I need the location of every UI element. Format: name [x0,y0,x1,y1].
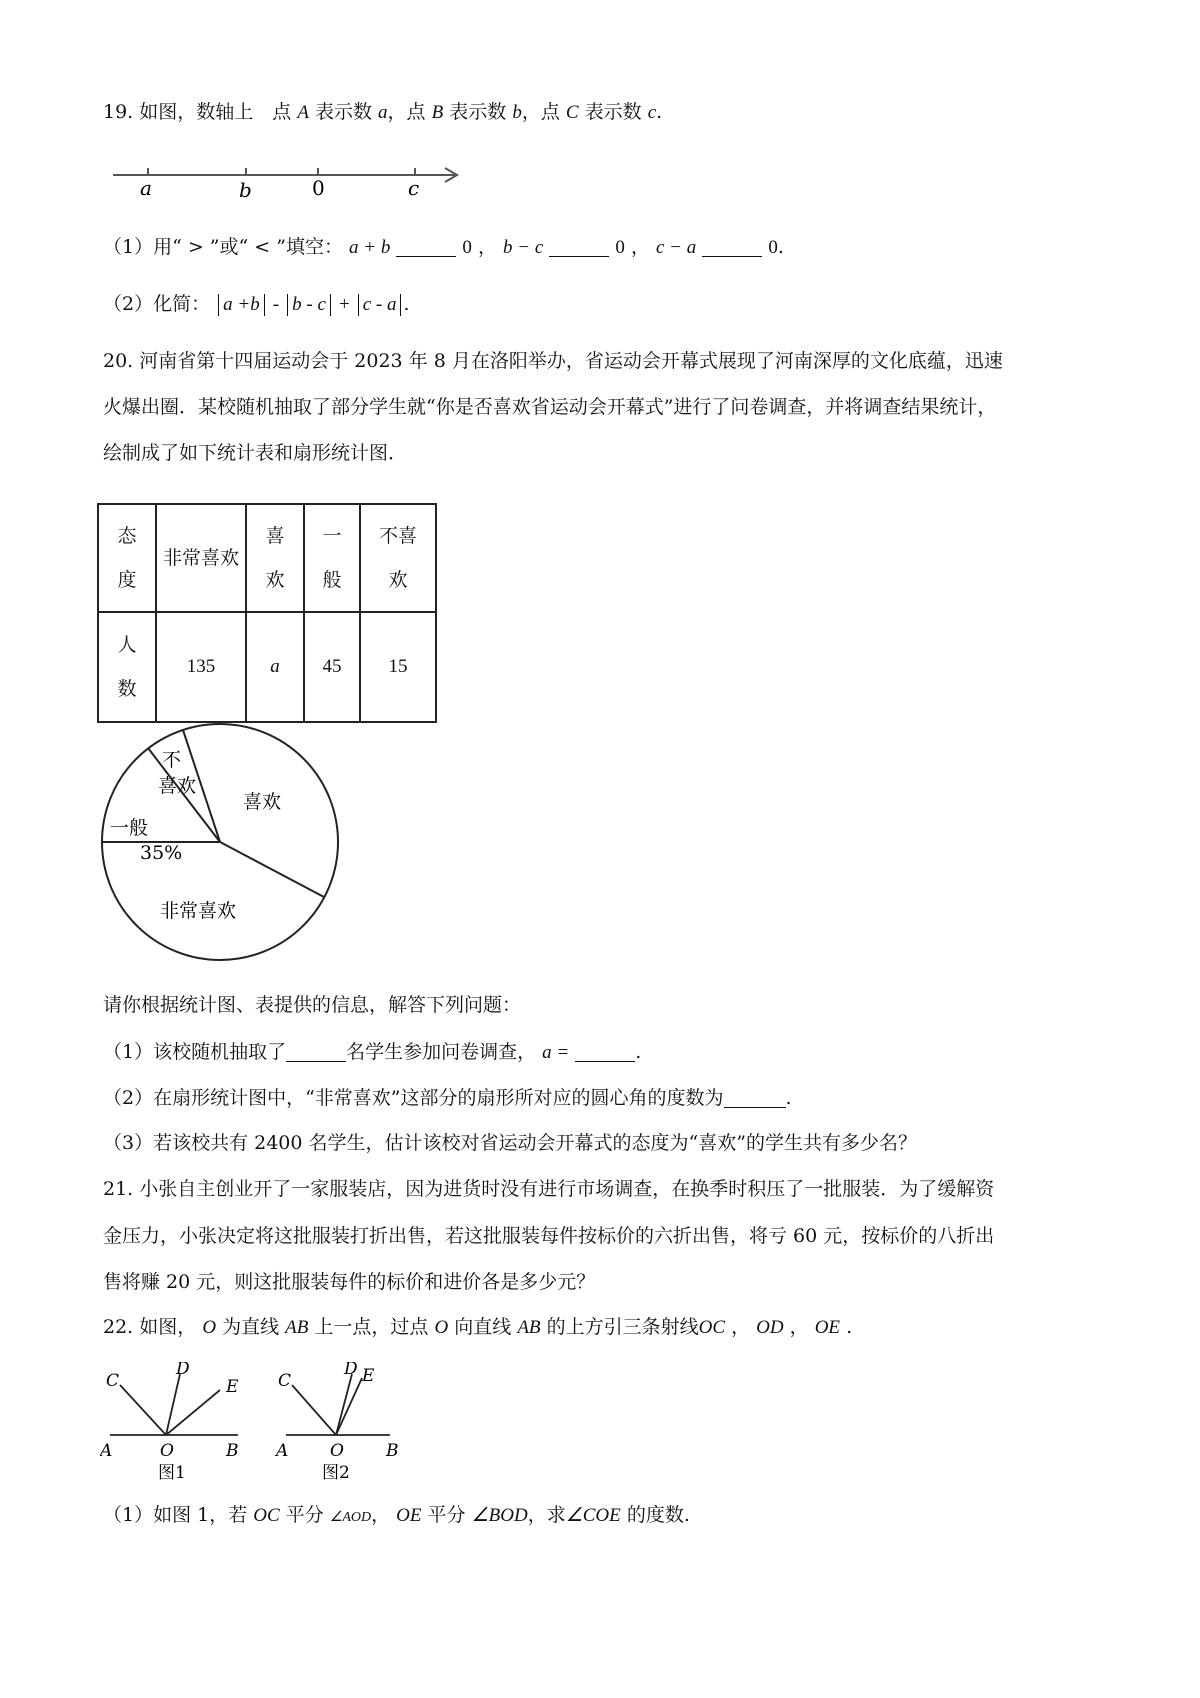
fig1-label-b: B [226,1441,239,1461]
table-header-cell: 不喜欢 [360,504,436,612]
figure-1 [100,1362,239,1482]
axis-label-a: a [140,176,152,200]
fig2-label-b: B [386,1441,399,1461]
q22-stem: 22. 如图， O 为直线 AB 上一点，过点 O 向直线 AB 的上方引三条射线OC ， OD ， OE . [103,1316,853,1338]
pie-label-xihuan-small: 喜欢 [158,775,197,797]
fig1-label-c: C [106,1371,120,1391]
survey-table [97,503,437,723]
pie-chart [100,722,340,962]
answer-blank[interactable] [575,1041,635,1062]
table-row-label: 人数 [98,612,156,722]
q19-part2: （2）化简： a +b - b - c + c - a . [103,293,410,315]
table-row [98,612,436,722]
fig1-ray-oc [120,1385,166,1435]
fig1-label-o: O [160,1441,174,1461]
axis-label-c: c [408,176,420,200]
pie-label-bu: 不 [162,749,182,771]
q22-part1: （1）如图 1，若 OC 平分 ∠AOD， OE 平分 ∠BOD，求∠COE 的度数. [103,1504,690,1526]
q19-part1: （1）用“ > ”或“ < ”填空： a + b 0 ， b − c 0 ， c − a 0. [103,236,784,258]
table-cell: 15 [360,612,436,722]
pie-label-pct: 35% [140,842,183,864]
pie-label-xihuan: 喜欢 [243,791,282,813]
fig2-label-o: O [330,1441,344,1461]
fig2-caption: 图2 [322,1463,350,1482]
q20-prompt: 请你根据统计图、表提供的信息，解答下列问题： [103,994,522,1016]
table-header-cell: 喜欢 [246,504,304,612]
q22-figures [100,1362,440,1482]
number-line [105,155,465,205]
table-header-row [98,504,436,612]
q21-line2: 金压力，小张决定将这批服装打折出售，若这批服装每件按标价的六折出售，将亏 60 元，按标价的八折出 [103,1225,995,1247]
figure-2 [274,1362,399,1482]
pie-label-feichang: 非常喜欢 [160,900,237,922]
table-header-cell: 非常喜欢 [156,504,246,612]
q20-stem-line3: 绘制成了如下统计表和扇形统计图． [103,442,408,464]
answer-blank[interactable] [549,236,609,257]
q21-line1: 21. 小张自主创业开了一家服装店，因为进货时没有进行市场调查，在换季时积压了一批服装．为了缓解资 [103,1178,995,1200]
fig2-label-e: E [362,1366,375,1386]
table-header-cell: 态度 [98,504,156,612]
fig2-label-c: C [278,1371,292,1391]
answer-blank[interactable] [286,1041,346,1062]
q20-part2: （2）在扇形统计图中，“非常喜欢”这部分的扇形所对应的圆心角的度数为 . [103,1087,792,1109]
q20-stem-line2: 火爆出圈．某校随机抽取了部分学生就“你是否喜欢省运动会开幕式”进行了问卷调查，并将调查结果统计， [103,396,997,418]
fig2-label-a: A [276,1441,289,1461]
pie-label-yiban: 一般 [110,817,149,839]
q20-part1: （1）该校随机抽取了 名学生参加问卷调查， a = . [103,1041,642,1063]
fig1-label-a: A [100,1441,113,1461]
fig1-label-e: E [226,1377,239,1397]
table-cell: a [246,612,304,722]
axis-label-0: 0 [312,176,325,200]
table-cell: 135 [156,612,246,722]
q19-stem: 19. 如图，数轴上 点 A 表示数 a，点 B 表示数 b，点 C 表示数 c. [103,101,663,123]
fig1-label-d: D [176,1362,190,1379]
fig2-ray-oc [292,1385,336,1435]
table-header-cell: 一般 [304,504,360,612]
answer-blank[interactable] [702,236,762,257]
answer-blank[interactable] [396,236,456,257]
table-cell: 45 [304,612,360,722]
q20-part3: （3）若该校共有 2400 名学生，估计该校对省运动会开幕式的态度为“喜欢”的学生共有多少名？ [103,1132,917,1154]
q20-stem-line1: 20. 河南省第十四届运动会于 2023 年 8 月在洛阳举办，省运动会开幕式展现了河南深厚的文化底蕴，迅速 [103,350,1003,372]
fig1-caption: 图1 [158,1463,186,1482]
fig2-label-d: D [344,1362,358,1379]
q21-line3: 售将赚 20 元，则这批服装每件的标价和进价各是多少元？ [103,1271,596,1293]
axis-label-b: b [239,178,252,202]
answer-blank[interactable] [724,1087,786,1108]
